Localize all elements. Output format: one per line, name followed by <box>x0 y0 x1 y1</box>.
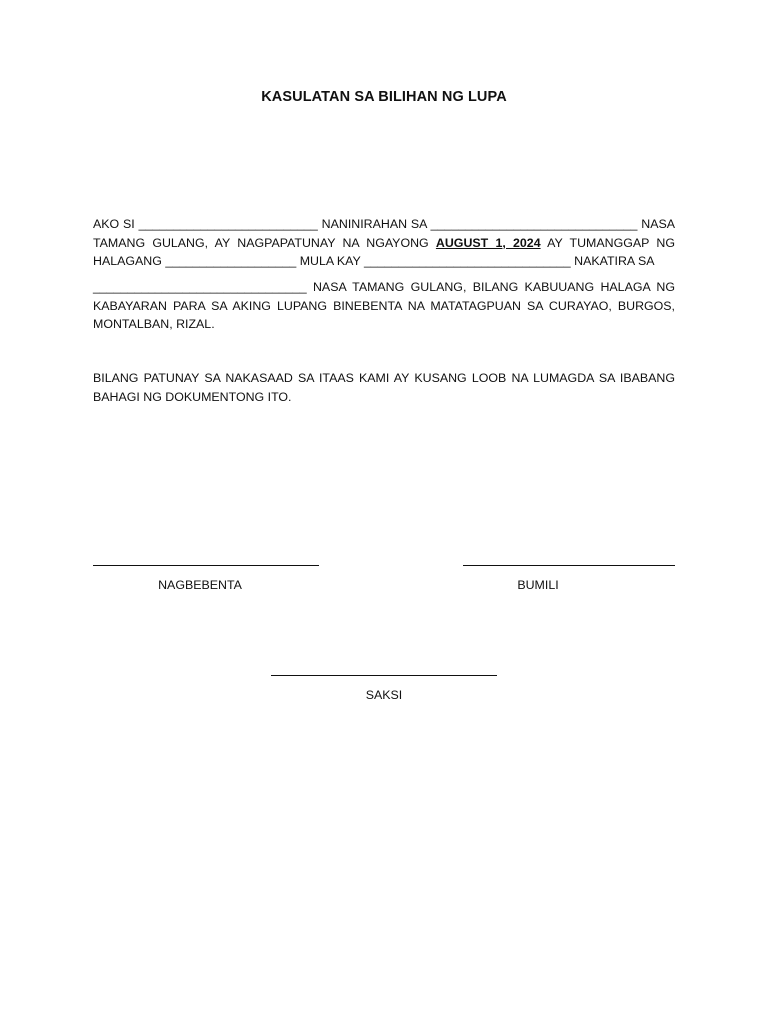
text-tumanggap: AY TUMANGGAP NG <box>540 235 675 250</box>
seller-signature-line <box>93 565 319 566</box>
blank-buyer-address: _______________________________ <box>93 280 307 294</box>
blank-buyer-name: ______________________________ <box>363 254 571 268</box>
text-naninirahan: NANINIRAHAN SA <box>317 217 431 231</box>
blank-seller-address: ______________________________ <box>430 217 638 231</box>
blank-seller-name: __________________________ <box>138 217 318 231</box>
blank-amount: ___________________ <box>165 254 297 268</box>
date-text: AUGUST 1, 2024 <box>435 235 541 250</box>
document-title: KASULATAN SA BILIHAN NG LUPA <box>261 89 507 105</box>
text-nakatira: NAKATIRA SA <box>570 254 655 268</box>
text-ako-si: AKO SI <box>93 217 139 231</box>
text-mula-kay: MULA KAY <box>296 254 364 268</box>
witness-signature-line <box>271 675 497 676</box>
buyer-signature-label: BUMILI <box>517 578 559 592</box>
text-property-description: NASA TAMANG GULANG, BILANG KABUUANG HALAGA NG KABAYARAN PARA SA AKING LUPANG BINEBENTA NA MATATAGPUAN SA CURAYAO, BURGOS, MONTALBAN, RIZAL. <box>93 280 675 331</box>
paragraph-property <box>93 278 675 334</box>
paragraph-attestation: BILANG PATUNAY SA NAKASAAD SA ITAAS KAMI AY KUSANG LOOB NA LUMAGDA SA IBABANG BAHAGI NG DOKUMENTONG ITO. <box>93 371 675 404</box>
seller-signature-label: NAGBEBENTA <box>158 578 242 592</box>
buyer-signature-line <box>463 565 675 566</box>
text-tamang-gulang: NASA TAMANG GULANG, AY NAGPAPATUNAY NA NGAYONG <box>93 217 675 250</box>
paragraph-declaration <box>93 215 675 271</box>
witness-signature-label: SAKSI <box>365 688 403 702</box>
text-halagang: HALAGANG <box>93 254 166 268</box>
